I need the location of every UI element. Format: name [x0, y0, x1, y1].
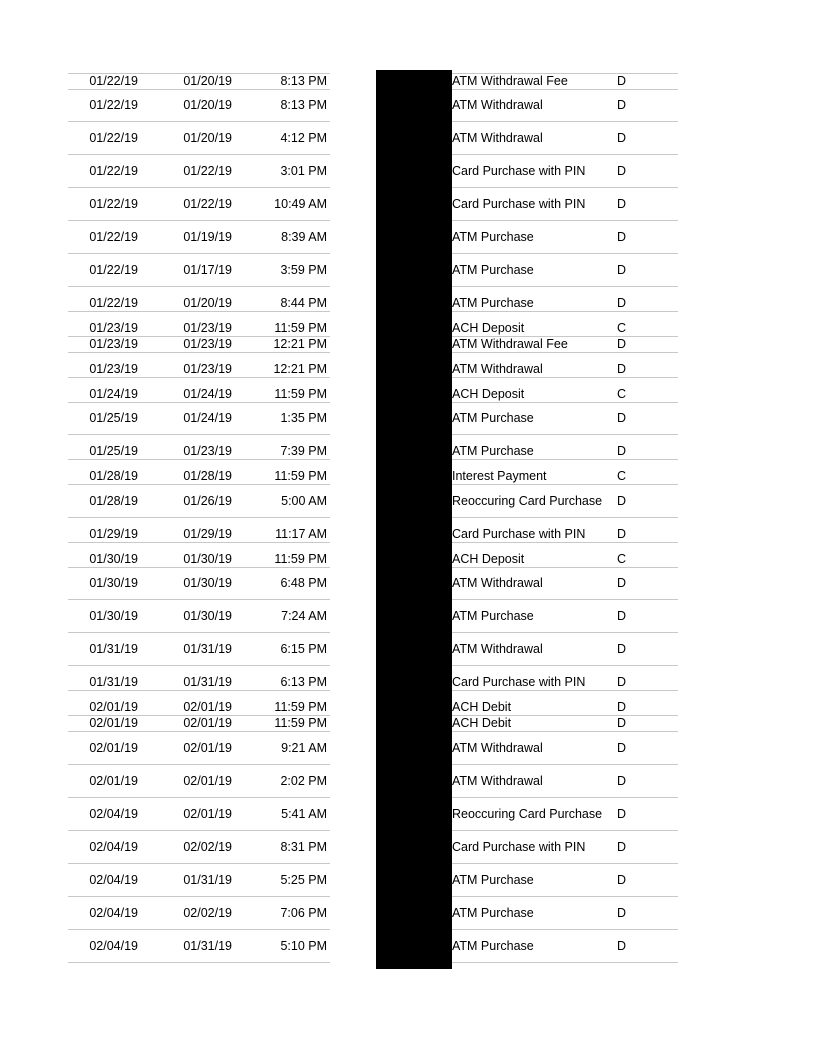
row-divider [68, 517, 330, 518]
debit-credit-cell: D [617, 337, 627, 351]
row-divider [68, 797, 330, 798]
posted-date-cell: 01/29/19 [89, 527, 138, 541]
transaction-time-cell: 5:00 AM [281, 494, 327, 508]
description-cell: ATM Withdrawal [452, 774, 543, 788]
debit-credit-cell: D [617, 807, 627, 821]
debit-credit-cell: D [617, 675, 627, 689]
posted-date-cell: 02/01/19 [89, 716, 138, 730]
transaction-date-cell: 01/31/19 [183, 642, 232, 656]
row-divider [452, 154, 678, 155]
debit-credit-cell: D [617, 362, 627, 376]
transaction-date-cell: 02/02/19 [183, 840, 232, 854]
posted-date-cell: 02/04/19 [89, 873, 138, 887]
transaction-time-cell: 2:02 PM [280, 774, 327, 788]
description-cell: ACH Deposit [452, 321, 525, 335]
row-divider [452, 929, 678, 930]
debit-credit-cell: D [617, 939, 627, 953]
transaction-time-cell: 7:06 PM [280, 906, 327, 920]
transaction-date-cell: 01/23/19 [183, 362, 232, 376]
description-cell: ACH Debit [452, 716, 512, 730]
posted-date-cell: 02/04/19 [89, 906, 138, 920]
transaction-time-cell: 11:59 PM [274, 552, 327, 566]
transaction-date-cell: 02/02/19 [183, 906, 232, 920]
posted-date-cell: 01/23/19 [89, 362, 138, 376]
transaction-time-cell: 10:49 AM [274, 197, 327, 211]
posted-date-cell: 01/24/19 [89, 387, 138, 401]
debit-credit-cell: D [617, 576, 627, 590]
description-cell: ATM Purchase [452, 296, 534, 310]
row-divider [452, 542, 678, 543]
row-divider [452, 402, 678, 403]
debit-credit-cell: D [617, 873, 627, 887]
row-divider [452, 632, 678, 633]
transaction-time-cell: 1:35 PM [280, 411, 327, 425]
transaction-date-cell: 01/30/19 [183, 576, 232, 590]
posted-date-cell: 01/22/19 [89, 296, 138, 310]
posted-date-cell: 01/22/19 [89, 74, 138, 88]
transaction-time-cell: 3:59 PM [280, 263, 327, 277]
transaction-time-cell: 11:59 PM [274, 387, 327, 401]
row-divider [452, 567, 678, 568]
debit-credit-cell: D [617, 197, 627, 211]
transaction-date-cell: 01/20/19 [183, 74, 232, 88]
row-divider [452, 89, 678, 90]
debit-credit-cell: C [617, 552, 627, 566]
description-cell: Interest Payment [452, 469, 547, 483]
description-cell: Card Purchase with PIN [452, 675, 586, 689]
posted-date-cell: 01/23/19 [89, 321, 138, 335]
posted-date-cell: 01/22/19 [89, 131, 138, 145]
transaction-time-cell: 8:13 PM [280, 74, 327, 88]
debit-credit-cell: C [617, 469, 627, 483]
row-divider [452, 253, 678, 254]
transaction-time-cell: 9:21 AM [281, 741, 327, 755]
posted-date-cell: 01/31/19 [89, 675, 138, 689]
posted-date-cell: 02/04/19 [89, 840, 138, 854]
debit-credit-cell: D [617, 609, 627, 623]
transaction-time-cell: 5:10 PM [280, 939, 327, 953]
row-divider [452, 352, 678, 353]
description-cell: ATM Withdrawal [452, 362, 543, 376]
row-divider [452, 690, 678, 691]
description-cell: Reoccuring Card Purchase [452, 807, 603, 821]
row-divider [68, 154, 330, 155]
row-divider [452, 896, 678, 897]
posted-date-cell: 01/22/19 [89, 230, 138, 244]
debit-credit-cell: D [617, 296, 627, 310]
row-divider [68, 665, 330, 666]
transaction-date-cell: 01/30/19 [183, 609, 232, 623]
debit-credit-cell: D [617, 741, 627, 755]
description-cell: ATM Withdrawal Fee [452, 337, 568, 351]
transaction-time-cell: 12:21 PM [273, 337, 327, 351]
description-cell: ATM Withdrawal Fee [452, 74, 568, 88]
posted-date-cell: 02/01/19 [89, 700, 138, 714]
transaction-time-cell: 11:59 PM [274, 469, 327, 483]
posted-date-cell: 01/22/19 [89, 98, 138, 112]
transaction-time-cell: 11:59 PM [274, 321, 327, 335]
transaction-time-cell: 6:48 PM [280, 576, 327, 590]
transaction-time-cell: 8:31 PM [280, 840, 327, 854]
row-divider [68, 220, 330, 221]
transaction-time-cell: 7:24 AM [281, 609, 327, 623]
row-divider [68, 121, 330, 122]
transaction-date-cell: 02/01/19 [183, 774, 232, 788]
debit-credit-cell: D [617, 906, 627, 920]
transaction-date-cell: 01/24/19 [183, 387, 232, 401]
row-divider [68, 599, 330, 600]
debit-credit-cell: D [617, 840, 627, 854]
row-divider [452, 187, 678, 188]
row-divider [452, 731, 678, 732]
row-divider [68, 764, 330, 765]
row-divider [68, 187, 330, 188]
description-cell: ATM Purchase [452, 906, 534, 920]
row-divider [452, 830, 678, 831]
debit-credit-cell: C [617, 387, 627, 401]
posted-date-cell: 01/23/19 [89, 337, 138, 351]
transaction-date-cell: 01/20/19 [183, 296, 232, 310]
row-divider [68, 567, 330, 568]
redaction-block [376, 70, 452, 969]
description-cell: ATM Purchase [452, 444, 534, 458]
debit-credit-cell: D [617, 74, 627, 88]
row-divider [452, 863, 678, 864]
debit-credit-cell: D [617, 131, 627, 145]
description-cell: ACH Deposit [452, 387, 525, 401]
row-divider [68, 311, 330, 312]
description-cell: ATM Purchase [452, 873, 534, 887]
description-cell: ATM Withdrawal [452, 131, 543, 145]
transaction-date-cell: 02/01/19 [183, 741, 232, 755]
transaction-date-cell: 01/20/19 [183, 131, 232, 145]
transaction-date-cell: 01/30/19 [183, 552, 232, 566]
debit-credit-cell: D [617, 263, 627, 277]
transaction-date-cell: 02/01/19 [183, 716, 232, 730]
transaction-date-cell: 01/28/19 [183, 469, 232, 483]
debit-credit-cell: D [617, 494, 627, 508]
row-divider [452, 797, 678, 798]
row-divider [68, 434, 330, 435]
row-divider [68, 286, 330, 287]
row-divider [68, 542, 330, 543]
row-divider [452, 459, 678, 460]
transaction-time-cell: 12:21 PM [273, 362, 327, 376]
row-divider [68, 459, 330, 460]
row-divider [452, 121, 678, 122]
transaction-time-cell: 6:15 PM [280, 642, 327, 656]
row-divider [452, 220, 678, 221]
description-cell: ACH Deposit [452, 552, 525, 566]
transaction-time-cell: 5:41 AM [281, 807, 327, 821]
debit-credit-cell: D [617, 527, 627, 541]
row-divider [452, 484, 678, 485]
row-divider [452, 311, 678, 312]
transaction-time-cell: 11:17 AM [275, 527, 327, 541]
transaction-date-cell: 01/17/19 [183, 263, 232, 277]
transaction-time-cell: 8:39 AM [281, 230, 327, 244]
description-cell: ATM Purchase [452, 263, 534, 277]
transaction-date-cell: 02/01/19 [183, 807, 232, 821]
row-divider [452, 764, 678, 765]
description-cell: Card Purchase with PIN [452, 527, 586, 541]
transaction-date-cell: 01/22/19 [183, 164, 232, 178]
row-divider [68, 632, 330, 633]
row-divider [452, 434, 678, 435]
row-divider [68, 484, 330, 485]
description-cell: ACH Debit [452, 700, 512, 714]
debit-credit-cell: D [617, 411, 627, 425]
transaction-date-cell: 01/31/19 [183, 873, 232, 887]
transaction-time-cell: 8:44 PM [280, 296, 327, 310]
description-cell: ATM Purchase [452, 230, 534, 244]
transaction-date-cell: 01/31/19 [183, 939, 232, 953]
transaction-time-cell: 3:01 PM [280, 164, 327, 178]
posted-date-cell: 01/30/19 [89, 609, 138, 623]
description-cell: ATM Withdrawal [452, 642, 543, 656]
transaction-time-cell: 11:59 PM [274, 716, 327, 730]
transaction-time-cell: 5:25 PM [280, 873, 327, 887]
transaction-time-cell: 8:13 PM [280, 98, 327, 112]
debit-credit-cell: D [617, 164, 627, 178]
transaction-date-cell: 01/19/19 [183, 230, 232, 244]
posted-date-cell: 01/25/19 [89, 444, 138, 458]
transaction-date-cell: 01/26/19 [183, 494, 232, 508]
row-divider [68, 863, 330, 864]
posted-date-cell: 01/22/19 [89, 197, 138, 211]
debit-credit-cell: D [617, 700, 627, 714]
transaction-time-cell: 7:39 PM [280, 444, 327, 458]
posted-date-cell: 01/25/19 [89, 411, 138, 425]
description-cell: ATM Purchase [452, 609, 534, 623]
posted-date-cell: 01/22/19 [89, 164, 138, 178]
description-cell: Card Purchase with PIN [452, 840, 586, 854]
description-cell: Card Purchase with PIN [452, 197, 586, 211]
description-cell: ATM Withdrawal [452, 741, 543, 755]
transaction-time-cell: 4:12 PM [280, 131, 327, 145]
row-divider [452, 665, 678, 666]
posted-date-cell: 01/28/19 [89, 469, 138, 483]
row-divider [68, 402, 330, 403]
posted-date-cell: 02/01/19 [89, 741, 138, 755]
description-cell: ATM Withdrawal [452, 576, 543, 590]
transaction-date-cell: 01/24/19 [183, 411, 232, 425]
posted-date-cell: 02/04/19 [89, 939, 138, 953]
posted-date-cell: 01/28/19 [89, 494, 138, 508]
description-cell: ATM Purchase [452, 939, 534, 953]
description-cell: ATM Purchase [452, 411, 534, 425]
row-divider [68, 377, 330, 378]
transaction-date-cell: 01/22/19 [183, 197, 232, 211]
transaction-date-cell: 01/23/19 [183, 337, 232, 351]
posted-date-cell: 01/30/19 [89, 552, 138, 566]
row-divider [68, 929, 330, 930]
transaction-time-cell: 11:59 PM [274, 700, 327, 714]
debit-credit-cell: D [617, 230, 627, 244]
transaction-date-cell: 01/29/19 [183, 527, 232, 541]
transaction-time-cell: 6:13 PM [280, 675, 327, 689]
debit-credit-cell: D [617, 774, 627, 788]
row-divider [452, 962, 678, 963]
description-cell: ATM Withdrawal [452, 98, 543, 112]
posted-date-cell: 01/22/19 [89, 263, 138, 277]
posted-date-cell: 01/30/19 [89, 576, 138, 590]
posted-date-cell: 02/01/19 [89, 774, 138, 788]
row-divider [452, 599, 678, 600]
debit-credit-cell: D [617, 98, 627, 112]
posted-date-cell: 01/31/19 [89, 642, 138, 656]
debit-credit-cell: D [617, 642, 627, 656]
posted-date-cell: 02/04/19 [89, 807, 138, 821]
row-divider [68, 962, 330, 963]
row-divider [68, 830, 330, 831]
description-cell: Reoccuring Card Purchase [452, 494, 603, 508]
row-divider [452, 377, 678, 378]
transaction-date-cell: 02/01/19 [183, 700, 232, 714]
row-divider [452, 517, 678, 518]
row-divider [452, 286, 678, 287]
description-cell: Card Purchase with PIN [452, 164, 586, 178]
row-divider [68, 352, 330, 353]
transaction-date-cell: 01/23/19 [183, 444, 232, 458]
row-divider [68, 89, 330, 90]
row-divider [68, 690, 330, 691]
row-divider [68, 253, 330, 254]
row-divider [68, 896, 330, 897]
transaction-date-cell: 01/31/19 [183, 675, 232, 689]
debit-credit-cell: C [617, 321, 627, 335]
debit-credit-cell: D [617, 444, 627, 458]
transaction-date-cell: 01/23/19 [183, 321, 232, 335]
debit-credit-cell: D [617, 716, 627, 730]
transaction-date-cell: 01/20/19 [183, 98, 232, 112]
row-divider [68, 731, 330, 732]
